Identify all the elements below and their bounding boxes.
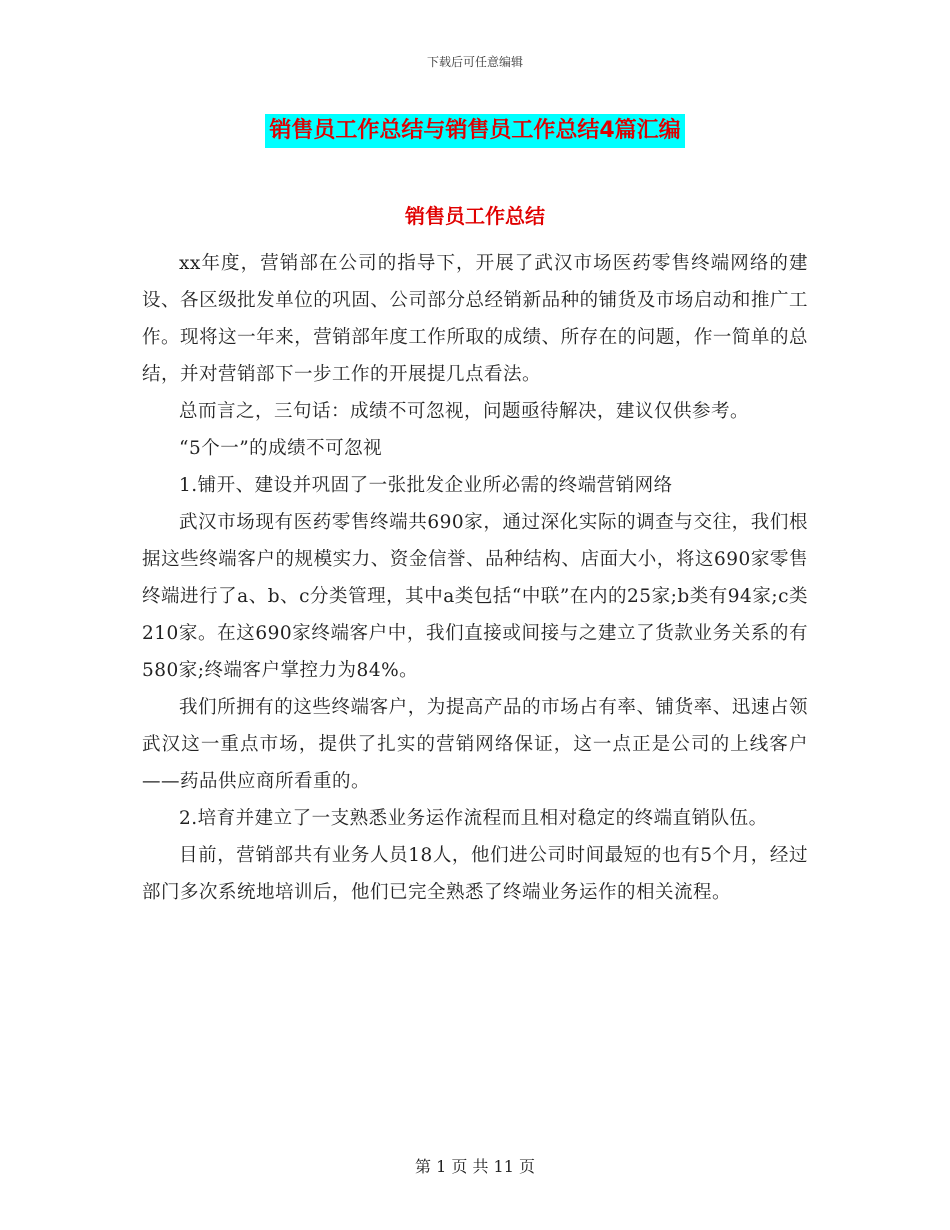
- paragraph-market-terminals: 武汉市场现有医药零售终端共690家，通过深化实际的调查与交往，我们根据这些终端客户的规模实力、资金信誉、品种结构、店面大小，将这690家零售终端进行了a、b、c分类管理，其中a类包括“中联”在内的25家;b类有94家;c类210家。在这690家终端客户中，我们直接或间接与之建立了货款业务关系的有580家;终端客户掌控力为84%。: [142, 512, 808, 681]
- page-footer-page-number: 第 1 页 共 11 页: [415, 1157, 535, 1176]
- page-header-note: 下载后可任意编辑: [426, 55, 523, 69]
- document-body: [142, 245, 808, 911]
- paragraph-staff: 目前，营销部共有业务人员18人，他们进公司时间最短的也有5个月，经过部门多次系统地培训后，他们已完全熟悉了终端业务运作的相关流程。: [142, 845, 808, 903]
- paragraph-point-2: 2.培育并建立了一支熟悉业务运作流程而且相对稳定的终端直销队伍。: [179, 808, 768, 829]
- section-title: 销售员工作总结: [405, 204, 545, 228]
- paragraph-summary: 总而言之，三句话：成绩不可忽视，问题亟待解决，建议仅供参考。: [179, 401, 750, 422]
- paragraph-point-1: 1.铺开、建设并巩固了一张批发企业所必需的终端营销网络: [179, 475, 673, 496]
- document-title-container: [0, 114, 950, 148]
- paragraph-network-value: 我们所拥有的这些终端客户，为提高产品的市场占有率、铺货率、迅速占领武汉这一重点市场，提供了扎实的营销网络保证，这一点正是公司的上线客户——药品供应商所看重的。: [142, 697, 808, 792]
- document-title: 销售员工作总结与销售员工作总结4篇汇编: [265, 114, 684, 148]
- paragraph-heading-achievements: “5个一”的成绩不可忽视: [179, 438, 383, 459]
- paragraph-intro: xx年度，营销部在公司的指导下，开展了武汉市场医药零售终端网络的建设、各区级批发单位的巩固、公司部分总经销新品种的铺货及市场启动和推广工作。现将这一年来，营销部年度工作所取的成绩、所存在的问题，作一简单的总结，并对营销部下一步工作的开展提几点看法。: [142, 253, 808, 385]
